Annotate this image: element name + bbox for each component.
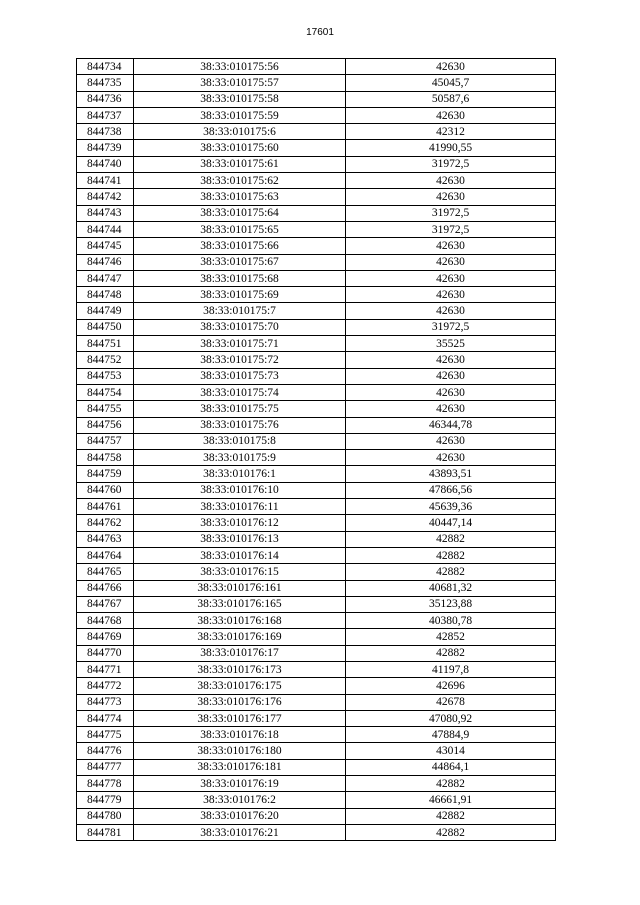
row-number-cell: 844775 [77, 727, 134, 743]
row-number-cell: 844755 [77, 401, 134, 417]
cadastral-number-cell: 38:33:010175:66 [134, 238, 346, 254]
value-cell: 35525 [346, 336, 556, 352]
row-number-cell: 844748 [77, 287, 134, 303]
table-row [77, 515, 556, 531]
row-number-cell: 844767 [77, 596, 134, 612]
row-number-cell: 844743 [77, 205, 134, 221]
cadastral-number-cell: 38:33:010175:6 [134, 124, 346, 140]
row-number-cell: 844742 [77, 189, 134, 205]
table-row [77, 173, 556, 189]
row-number-cell: 844745 [77, 238, 134, 254]
value-cell: 42630 [346, 287, 556, 303]
value-cell: 31972,5 [346, 156, 556, 172]
row-number-cell: 844781 [77, 824, 134, 840]
table-row [77, 776, 556, 792]
table-row [77, 433, 556, 449]
value-cell: 47866,56 [346, 482, 556, 498]
row-number-cell: 844761 [77, 499, 134, 515]
value-cell: 40380,78 [346, 613, 556, 629]
row-number-cell: 844777 [77, 759, 134, 775]
value-cell: 40447,14 [346, 515, 556, 531]
table-row [77, 417, 556, 433]
value-cell: 42630 [346, 189, 556, 205]
value-cell: 42678 [346, 694, 556, 710]
cadastral-number-cell: 38:33:010176:2 [134, 792, 346, 808]
row-number-cell: 844739 [77, 140, 134, 156]
cadastral-number-cell: 38:33:010176:18 [134, 727, 346, 743]
row-number-cell: 844780 [77, 808, 134, 824]
value-cell: 47884,9 [346, 727, 556, 743]
cadastral-table [76, 58, 556, 841]
cadastral-number-cell: 38:33:010175:63 [134, 189, 346, 205]
value-cell: 42882 [346, 547, 556, 563]
row-number-cell: 844746 [77, 254, 134, 270]
value-cell: 31972,5 [346, 319, 556, 335]
table-row [77, 336, 556, 352]
cadastral-number-cell: 38:33:010175:60 [134, 140, 346, 156]
row-number-cell: 844749 [77, 303, 134, 319]
row-number-cell: 844772 [77, 678, 134, 694]
row-number-cell: 844741 [77, 173, 134, 189]
value-cell: 35123,88 [346, 596, 556, 612]
cadastral-number-cell: 38:33:010176:10 [134, 482, 346, 498]
table-row [77, 254, 556, 270]
cadastral-number-cell: 38:33:010176:173 [134, 661, 346, 677]
cadastral-number-cell: 38:33:010175:8 [134, 433, 346, 449]
table-row [77, 580, 556, 596]
cadastral-number-cell: 38:33:010176:20 [134, 808, 346, 824]
value-cell: 42630 [346, 433, 556, 449]
table-row [77, 466, 556, 482]
table-row [77, 319, 556, 335]
value-cell: 42882 [346, 531, 556, 547]
value-cell: 46344,78 [346, 417, 556, 433]
cadastral-number-cell: 38:33:010176:1 [134, 466, 346, 482]
table-row [77, 205, 556, 221]
cadastral-number-cell: 38:33:010176:177 [134, 710, 346, 726]
value-cell: 45045,7 [346, 75, 556, 91]
table-row [77, 694, 556, 710]
value-cell: 42882 [346, 776, 556, 792]
table-row [77, 482, 556, 498]
cadastral-number-cell: 38:33:010175:68 [134, 270, 346, 286]
table-row [77, 547, 556, 563]
row-number-cell: 844760 [77, 482, 134, 498]
cadastral-number-cell: 38:33:010175:57 [134, 75, 346, 91]
table-row [77, 759, 556, 775]
row-number-cell: 844776 [77, 743, 134, 759]
row-number-cell: 844774 [77, 710, 134, 726]
cadastral-number-cell: 38:33:010176:13 [134, 531, 346, 547]
cadastral-number-cell: 38:33:010175:7 [134, 303, 346, 319]
row-number-cell: 844750 [77, 319, 134, 335]
cadastral-number-cell: 38:33:010175:61 [134, 156, 346, 172]
value-cell: 45639,36 [346, 499, 556, 515]
table-row [77, 661, 556, 677]
table-row [77, 189, 556, 205]
value-cell: 44864,1 [346, 759, 556, 775]
value-cell: 42312 [346, 124, 556, 140]
table-row [77, 678, 556, 694]
value-cell: 42882 [346, 564, 556, 580]
row-number-cell: 844766 [77, 580, 134, 596]
cadastral-number-cell: 38:33:010176:17 [134, 645, 346, 661]
row-number-cell: 844744 [77, 221, 134, 237]
table-row [77, 629, 556, 645]
value-cell: 31972,5 [346, 221, 556, 237]
value-cell: 42882 [346, 645, 556, 661]
row-number-cell: 844735 [77, 75, 134, 91]
table-row [77, 727, 556, 743]
row-number-cell: 844737 [77, 107, 134, 123]
table-row [77, 824, 556, 840]
cadastral-number-cell: 38:33:010176:14 [134, 547, 346, 563]
cadastral-number-cell: 38:33:010175:73 [134, 368, 346, 384]
table-row [77, 287, 556, 303]
row-number-cell: 844738 [77, 124, 134, 140]
cadastral-number-cell: 38:33:010176:165 [134, 596, 346, 612]
value-cell: 42630 [346, 238, 556, 254]
table-row [77, 140, 556, 156]
value-cell: 42882 [346, 808, 556, 824]
row-number-cell: 844736 [77, 91, 134, 107]
row-number-cell: 844770 [77, 645, 134, 661]
cadastral-number-cell: 38:33:010175:59 [134, 107, 346, 123]
value-cell: 40681,32 [346, 580, 556, 596]
cadastral-number-cell: 38:33:010175:69 [134, 287, 346, 303]
value-cell: 42630 [346, 450, 556, 466]
cadastral-number-cell: 38:33:010175:70 [134, 319, 346, 335]
table-row [77, 613, 556, 629]
row-number-cell: 844757 [77, 433, 134, 449]
value-cell: 46661,91 [346, 792, 556, 808]
row-number-cell: 844747 [77, 270, 134, 286]
row-number-cell: 844754 [77, 384, 134, 400]
value-cell: 42696 [346, 678, 556, 694]
row-number-cell: 844773 [77, 694, 134, 710]
row-number-cell: 844751 [77, 336, 134, 352]
row-number-cell: 844759 [77, 466, 134, 482]
table-row [77, 531, 556, 547]
cadastral-number-cell: 38:33:010176:181 [134, 759, 346, 775]
value-cell: 42630 [346, 254, 556, 270]
table-row [77, 645, 556, 661]
cadastral-number-cell: 38:33:010175:75 [134, 401, 346, 417]
row-number-cell: 844764 [77, 547, 134, 563]
value-cell: 42882 [346, 824, 556, 840]
table-row [77, 710, 556, 726]
table-row [77, 743, 556, 759]
table-row [77, 270, 556, 286]
table-row [77, 238, 556, 254]
cadastral-number-cell: 38:33:010175:71 [134, 336, 346, 352]
cadastral-number-cell: 38:33:010175:9 [134, 450, 346, 466]
cadastral-number-cell: 38:33:010175:64 [134, 205, 346, 221]
table-row [77, 352, 556, 368]
value-cell: 42630 [346, 173, 556, 189]
cadastral-number-cell: 38:33:010175:67 [134, 254, 346, 270]
value-cell: 42630 [346, 368, 556, 384]
value-cell: 42630 [346, 384, 556, 400]
row-number-cell: 844771 [77, 661, 134, 677]
cadastral-number-cell: 38:33:010176:180 [134, 743, 346, 759]
row-number-cell: 844779 [77, 792, 134, 808]
cadastral-number-cell: 38:33:010176:161 [134, 580, 346, 596]
cadastral-number-cell: 38:33:010175:76 [134, 417, 346, 433]
cadastral-number-cell: 38:33:010176:169 [134, 629, 346, 645]
table-row [77, 450, 556, 466]
table-row [77, 499, 556, 515]
value-cell: 42630 [346, 107, 556, 123]
cadastral-number-cell: 38:33:010176:19 [134, 776, 346, 792]
table-row [77, 401, 556, 417]
row-number-cell: 844758 [77, 450, 134, 466]
cadastral-number-cell: 38:33:010176:12 [134, 515, 346, 531]
row-number-cell: 844762 [77, 515, 134, 531]
table-row [77, 303, 556, 319]
cadastral-number-cell: 38:33:010176:168 [134, 613, 346, 629]
cadastral-number-cell: 38:33:010176:11 [134, 499, 346, 515]
table-row [77, 368, 556, 384]
page-number: 17601 [306, 27, 334, 38]
row-number-cell: 844756 [77, 417, 134, 433]
row-number-cell: 844763 [77, 531, 134, 547]
value-cell: 50587,6 [346, 91, 556, 107]
table-row [77, 808, 556, 824]
cadastral-number-cell: 38:33:010176:21 [134, 824, 346, 840]
table-body [77, 59, 556, 841]
row-number-cell: 844740 [77, 156, 134, 172]
table-row [77, 156, 556, 172]
table-row [77, 384, 556, 400]
cadastral-number-cell: 38:33:010175:56 [134, 59, 346, 75]
value-cell: 42630 [346, 270, 556, 286]
table-row [77, 221, 556, 237]
row-number-cell: 844768 [77, 613, 134, 629]
row-number-cell: 844778 [77, 776, 134, 792]
table-row [77, 564, 556, 580]
value-cell: 42630 [346, 59, 556, 75]
value-cell: 42630 [346, 401, 556, 417]
value-cell: 43893,51 [346, 466, 556, 482]
row-number-cell: 844752 [77, 352, 134, 368]
value-cell: 42852 [346, 629, 556, 645]
table-row [77, 596, 556, 612]
cadastral-number-cell: 38:33:010175:74 [134, 384, 346, 400]
value-cell: 43014 [346, 743, 556, 759]
cadastral-number-cell: 38:33:010176:175 [134, 678, 346, 694]
value-cell: 41197,8 [346, 661, 556, 677]
row-number-cell: 844769 [77, 629, 134, 645]
row-number-cell: 844734 [77, 59, 134, 75]
value-cell: 42630 [346, 303, 556, 319]
cadastral-number-cell: 38:33:010176:176 [134, 694, 346, 710]
table-row [77, 59, 556, 75]
cadastral-number-cell: 38:33:010176:15 [134, 564, 346, 580]
row-number-cell: 844765 [77, 564, 134, 580]
table-row [77, 124, 556, 140]
cadastral-number-cell: 38:33:010175:62 [134, 173, 346, 189]
table-row [77, 75, 556, 91]
table-row [77, 107, 556, 123]
cadastral-number-cell: 38:33:010175:58 [134, 91, 346, 107]
cadastral-number-cell: 38:33:010175:65 [134, 221, 346, 237]
value-cell: 31972,5 [346, 205, 556, 221]
value-cell: 47080,92 [346, 710, 556, 726]
cadastral-number-cell: 38:33:010175:72 [134, 352, 346, 368]
value-cell: 42630 [346, 352, 556, 368]
row-number-cell: 844753 [77, 368, 134, 384]
table-row [77, 91, 556, 107]
value-cell: 41990,55 [346, 140, 556, 156]
table-row [77, 792, 556, 808]
